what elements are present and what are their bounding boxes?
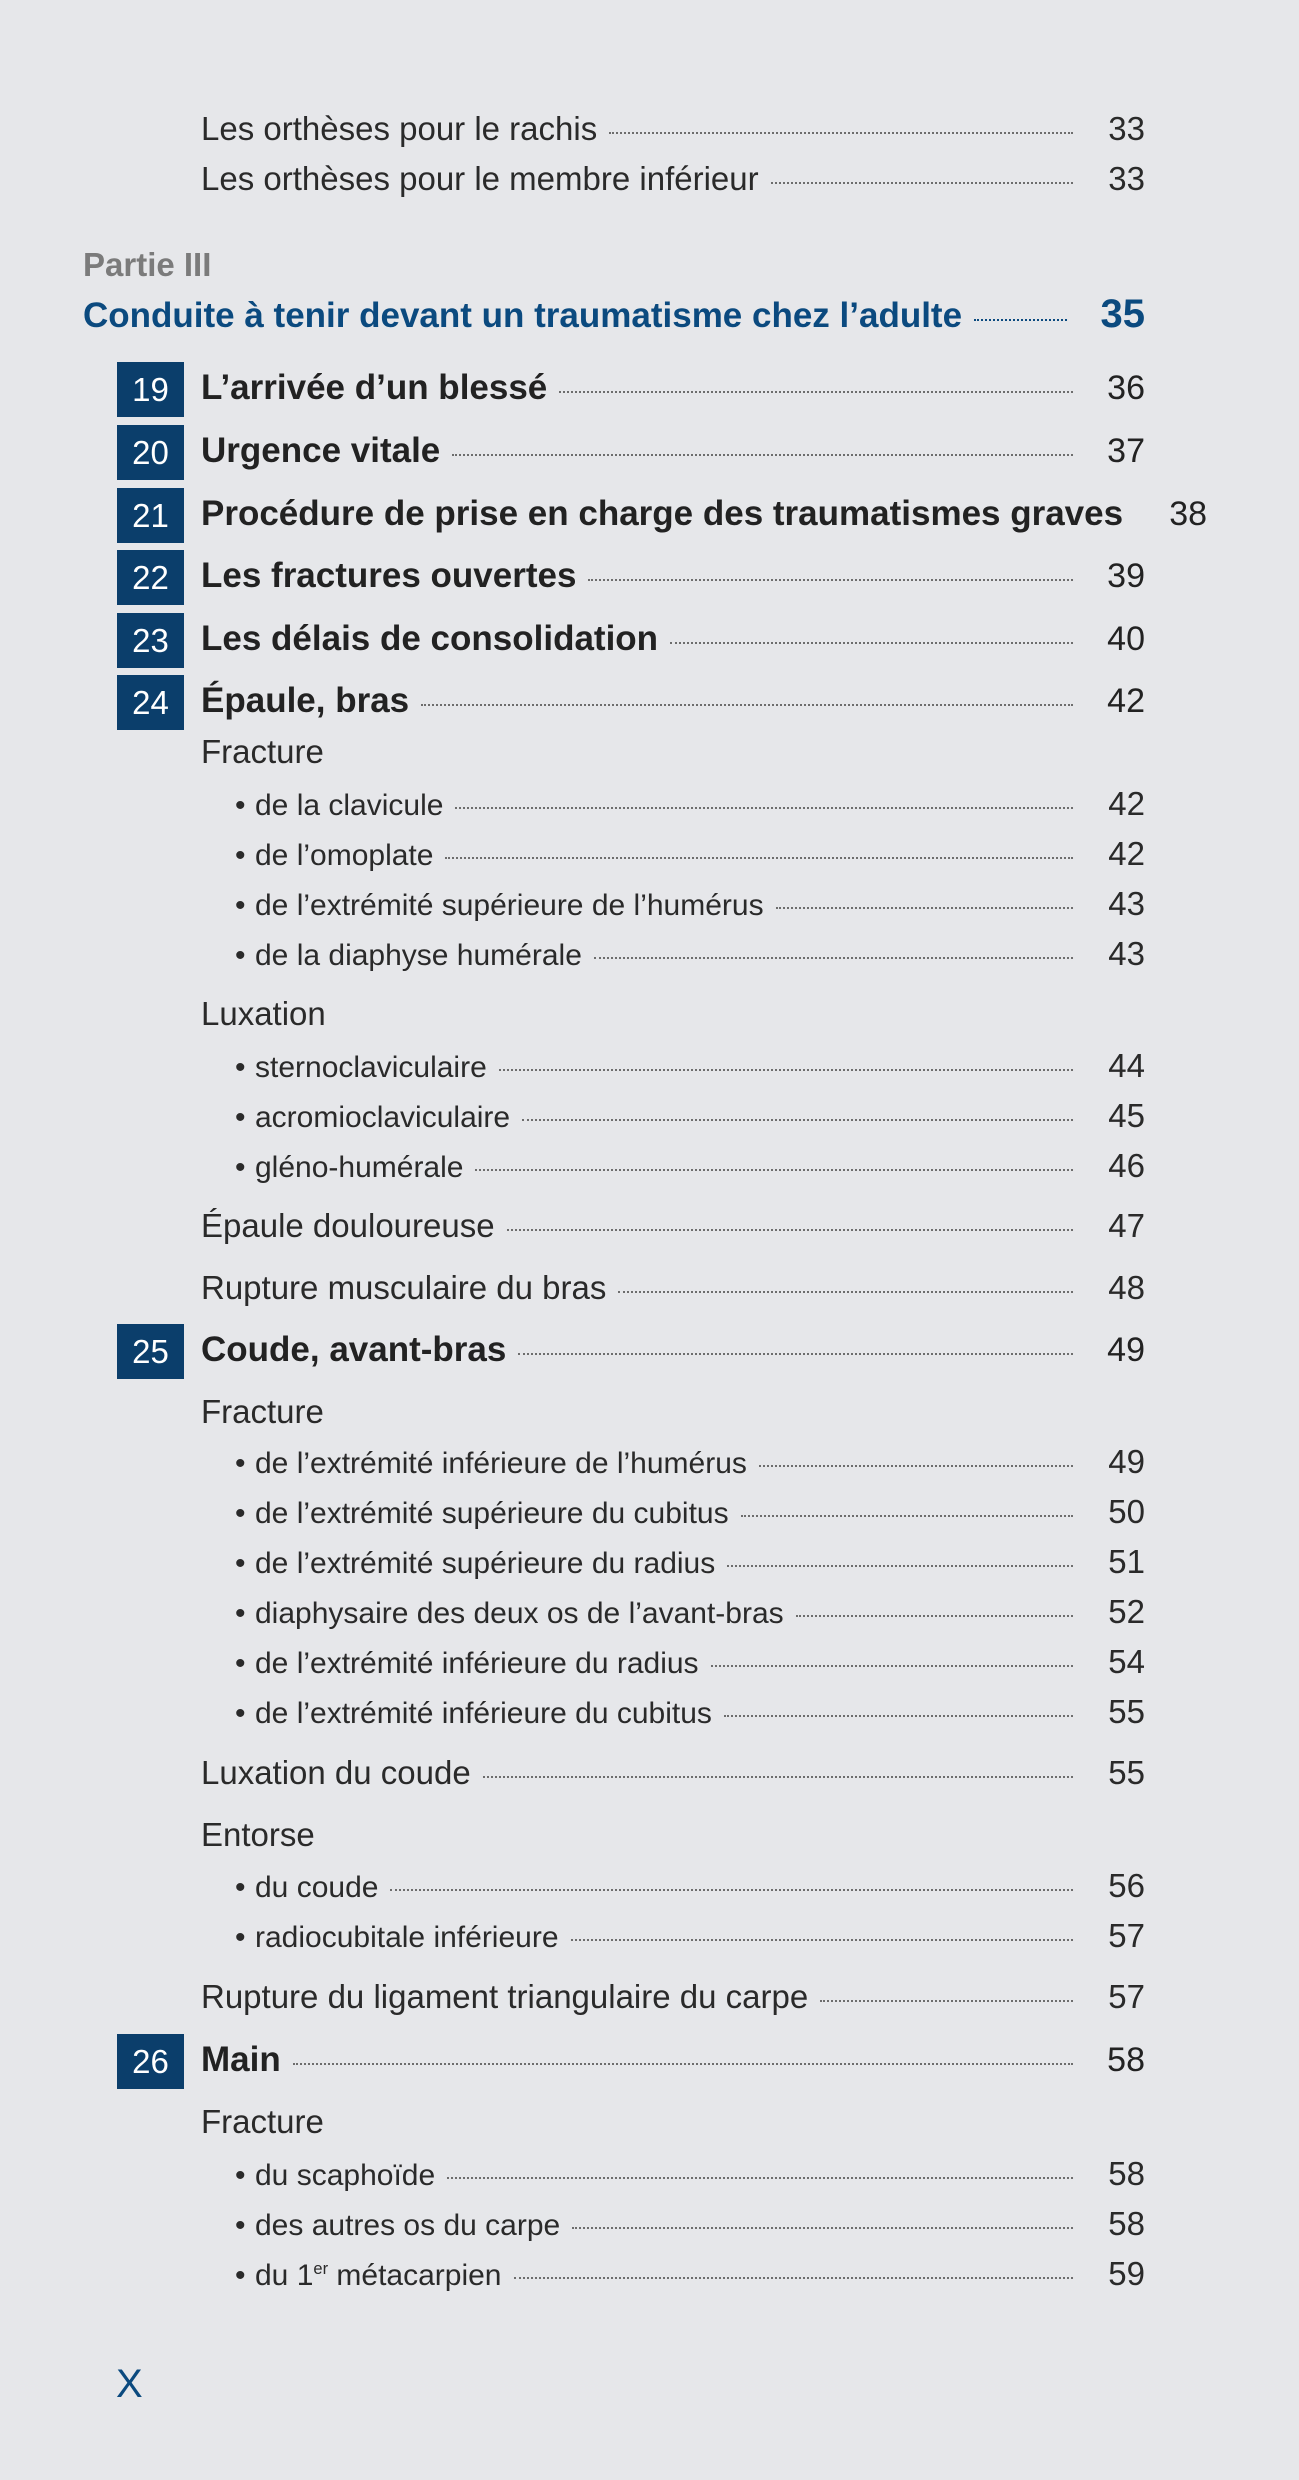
dot-leader bbox=[711, 1665, 1073, 1667]
chapter-page: 37 bbox=[1107, 432, 1145, 470]
chapter-page: 40 bbox=[1107, 620, 1145, 658]
sub-entry-title: • radiocubitale inférieure bbox=[235, 1921, 559, 1954]
dot-leader bbox=[390, 1889, 1073, 1891]
chapter-number-badge: 22 bbox=[117, 550, 184, 605]
bullet: • bbox=[235, 789, 246, 822]
chapter-page: 36 bbox=[1107, 369, 1145, 407]
page-folio: X bbox=[116, 2362, 143, 2406]
group-heading: Fracture bbox=[201, 733, 324, 770]
toc-sub-entry bbox=[235, 1493, 1145, 1531]
bullet: • bbox=[235, 1921, 246, 1954]
dot-leader bbox=[445, 857, 1073, 859]
sub-entry-title: • acromioclaviculaire bbox=[235, 1101, 511, 1134]
dot-leader bbox=[727, 1565, 1073, 1567]
sub-entry-title: • sternoclaviculaire bbox=[235, 1051, 487, 1084]
toc-sub-entry bbox=[235, 1917, 1145, 1955]
sub-entry-page: 55 bbox=[1108, 1693, 1145, 1730]
sub-entry-title: • de la diaphyse humérale bbox=[235, 939, 582, 972]
sub-entry-page: 44 bbox=[1108, 1047, 1145, 1084]
sub-entry-title: • diaphysaire des deux os de l’avant-bras bbox=[235, 1597, 784, 1630]
chapter-number-badge: 24 bbox=[117, 675, 184, 730]
superscript: er bbox=[313, 2260, 329, 2278]
bullet: • bbox=[235, 2259, 246, 2292]
dot-leader bbox=[483, 1776, 1073, 1778]
toc-sub-entry bbox=[235, 885, 1145, 923]
sub-entry-page: 42 bbox=[1108, 785, 1145, 822]
sub-entry-page: 57 bbox=[1108, 1917, 1145, 1954]
chapter-number-badge: 20 bbox=[117, 425, 184, 480]
sub-entry-title: • de l’extrémité inférieure du radius bbox=[235, 1647, 699, 1680]
dot-leader bbox=[507, 1229, 1073, 1231]
toc-sub-entry bbox=[235, 935, 1145, 973]
sub-entry-page: 58 bbox=[1108, 2155, 1145, 2192]
entry-page: 33 bbox=[1108, 110, 1145, 147]
chapter-entry bbox=[201, 619, 1145, 659]
bullet: • bbox=[235, 1547, 246, 1580]
sub-entry-title: • de l’extrémité inférieure du cubitus bbox=[235, 1697, 712, 1730]
bullet: • bbox=[235, 1871, 246, 1904]
chapter-title: L’arrivée d’un blessé bbox=[201, 368, 548, 407]
sub-entry-page: 56 bbox=[1108, 1867, 1145, 1904]
bullet: • bbox=[235, 1597, 246, 1630]
toc-sub-entry bbox=[235, 2205, 1145, 2243]
sub-entry-title: • de l’extrémité supérieure du cubitus bbox=[235, 1497, 729, 1530]
toc-sub-entry bbox=[235, 1543, 1145, 1581]
part-label: Partie III bbox=[83, 246, 212, 283]
chapter-page: 49 bbox=[1107, 1331, 1145, 1369]
bullet: • bbox=[235, 1101, 246, 1134]
sub-entry-page: 43 bbox=[1108, 885, 1145, 922]
sub-entry-title: • du coude bbox=[235, 1871, 379, 1904]
dot-leader bbox=[571, 1939, 1073, 1941]
entry-title: Rupture du ligament triangulaire du carpe bbox=[201, 1978, 809, 2015]
toc-sub-entry bbox=[235, 1593, 1145, 1631]
entry-page: 33 bbox=[1108, 160, 1145, 197]
dot-leader bbox=[974, 319, 1067, 321]
bullet: • bbox=[235, 1151, 246, 1184]
sub-entry-title: • de l’extrémité inférieure de l’humérus bbox=[235, 1447, 747, 1480]
chapter-title: Les fractures ouvertes bbox=[201, 556, 577, 595]
sub-entry-title: • des autres os du carpe bbox=[235, 2209, 561, 2242]
sub-entry-page: 42 bbox=[1108, 835, 1145, 872]
group-heading: Entorse bbox=[201, 1816, 315, 1853]
dot-leader bbox=[455, 807, 1073, 809]
bullet: • bbox=[235, 1051, 246, 1084]
toc-sub-entry bbox=[235, 835, 1145, 873]
sub-entry-page: 50 bbox=[1108, 1493, 1145, 1530]
toc-entry bbox=[201, 1269, 1145, 1307]
chapter-entry bbox=[201, 494, 1208, 534]
sub-entry-page: 46 bbox=[1108, 1147, 1145, 1184]
entry-page: 48 bbox=[1108, 1269, 1145, 1306]
chapter-page: 42 bbox=[1107, 682, 1145, 720]
dot-leader bbox=[447, 2177, 1073, 2179]
entry-page: 47 bbox=[1108, 1207, 1145, 1244]
sub-entry-page: 51 bbox=[1108, 1543, 1145, 1580]
sub-entry-page: 54 bbox=[1108, 1643, 1145, 1680]
chapter-page: 38 bbox=[1169, 495, 1208, 533]
bullet: • bbox=[235, 839, 246, 872]
entry-page: 55 bbox=[1108, 1754, 1145, 1791]
dot-leader bbox=[609, 132, 1073, 134]
chapter-title: Coude, avant-bras bbox=[201, 1330, 507, 1369]
part-page: 35 bbox=[1100, 292, 1145, 336]
toc-sub-entry bbox=[235, 1867, 1145, 1905]
dot-leader bbox=[759, 1465, 1073, 1467]
chapter-page: 58 bbox=[1107, 2041, 1145, 2079]
bullet: • bbox=[235, 1497, 246, 1530]
dot-leader bbox=[572, 2227, 1073, 2229]
sub-entry-title: • du 1er métacarpien bbox=[235, 2259, 502, 2292]
chapter-entry bbox=[201, 431, 1145, 471]
toc-entry bbox=[201, 1207, 1145, 1245]
sub-entry-title: • du scaphoïde bbox=[235, 2159, 436, 2192]
dot-leader bbox=[514, 2277, 1074, 2279]
group-heading: Luxation bbox=[201, 995, 326, 1032]
chapter-entry bbox=[201, 368, 1145, 408]
toc-entry bbox=[201, 160, 1145, 198]
sub-entry-page: 45 bbox=[1108, 1097, 1145, 1134]
chapter-number-badge: 21 bbox=[117, 488, 184, 543]
chapter-page: 39 bbox=[1107, 557, 1145, 595]
toc-entry bbox=[201, 110, 1145, 148]
toc-sub-entry bbox=[235, 1147, 1145, 1185]
dot-leader bbox=[670, 642, 1073, 644]
sub-entry-title: • de l’extrémité supérieure de l’humérus bbox=[235, 889, 764, 922]
toc-entry bbox=[201, 1754, 1145, 1792]
dot-leader bbox=[588, 579, 1073, 581]
toc-sub-entry bbox=[235, 1693, 1145, 1731]
sub-entry-title: • de l’extrémité supérieure du radius bbox=[235, 1547, 716, 1580]
dot-leader bbox=[475, 1169, 1073, 1171]
bullet: • bbox=[235, 1697, 246, 1730]
chapter-number-badge: 19 bbox=[117, 362, 184, 417]
entry-page: 57 bbox=[1108, 1978, 1145, 2015]
dot-leader bbox=[452, 454, 1073, 456]
toc-sub-entry bbox=[235, 1643, 1145, 1681]
chapter-title: Main bbox=[201, 2040, 281, 2079]
group-heading: Fracture bbox=[201, 1393, 324, 1430]
bullet: • bbox=[235, 2159, 246, 2192]
sub-entry-page: 58 bbox=[1108, 2205, 1145, 2242]
sub-entry-title: • gléno-humérale bbox=[235, 1151, 464, 1184]
chapter-number-badge: 25 bbox=[117, 1324, 184, 1379]
dot-leader bbox=[293, 2063, 1073, 2065]
dot-leader bbox=[559, 391, 1073, 393]
toc-sub-entry bbox=[235, 785, 1145, 823]
dot-leader bbox=[820, 2000, 1073, 2002]
toc-sub-entry bbox=[235, 1047, 1145, 1085]
entry-title: Les orthèses pour le rachis bbox=[201, 110, 598, 147]
entry-title: Rupture musculaire du bras bbox=[201, 1269, 607, 1306]
bullet: • bbox=[235, 1647, 246, 1680]
dot-leader bbox=[618, 1291, 1073, 1293]
chapter-number-badge: 23 bbox=[117, 613, 184, 668]
chapter-title: Épaule, bras bbox=[201, 681, 410, 720]
dot-leader bbox=[771, 182, 1073, 184]
dot-leader bbox=[724, 1715, 1073, 1717]
dot-leader bbox=[499, 1069, 1073, 1071]
dot-leader bbox=[518, 1353, 1073, 1355]
dot-leader bbox=[796, 1615, 1073, 1617]
entry-title: Épaule douloureuse bbox=[201, 1207, 495, 1244]
chapter-entry bbox=[201, 1330, 1145, 1370]
chapter-entry bbox=[201, 556, 1145, 596]
toc-sub-entry bbox=[235, 1097, 1145, 1135]
group-heading: Fracture bbox=[201, 2103, 324, 2140]
toc-sub-entry bbox=[235, 1443, 1145, 1481]
dot-leader bbox=[421, 704, 1073, 706]
sub-entry-page: 52 bbox=[1108, 1593, 1145, 1630]
bullet: • bbox=[235, 2209, 246, 2242]
sub-entry-title: • de l’omoplate bbox=[235, 839, 434, 872]
sub-entry-page: 43 bbox=[1108, 935, 1145, 972]
dot-leader bbox=[741, 1515, 1073, 1517]
toc-entry bbox=[201, 1978, 1145, 2016]
toc-sub-entry bbox=[235, 2155, 1145, 2193]
part-title: Conduite à tenir devant un traumatisme chez l’adulte bbox=[83, 296, 963, 335]
entry-title: Les orthèses pour le membre inférieur bbox=[201, 160, 759, 197]
dot-leader bbox=[594, 957, 1073, 959]
chapter-entry bbox=[201, 2040, 1145, 2080]
dot-leader bbox=[522, 1119, 1073, 1121]
part-title-row bbox=[83, 292, 1145, 337]
chapter-number-badge: 26 bbox=[117, 2034, 184, 2089]
chapter-title: Procédure de prise en charge des traumatismes graves bbox=[201, 494, 1124, 533]
dot-leader bbox=[776, 907, 1073, 909]
chapter-title: Urgence vitale bbox=[201, 431, 441, 470]
bullet: • bbox=[235, 889, 246, 922]
sub-entry-page: 59 bbox=[1108, 2255, 1145, 2292]
chapter-title: Les délais de consolidation bbox=[201, 619, 659, 658]
toc-sub-entry bbox=[235, 2255, 1145, 2293]
entry-title: Luxation du coude bbox=[201, 1754, 471, 1791]
chapter-entry bbox=[201, 681, 1145, 721]
bullet: • bbox=[235, 939, 246, 972]
bullet: • bbox=[235, 1447, 246, 1480]
sub-entry-title: • de la clavicule bbox=[235, 789, 444, 822]
sub-entry-page: 49 bbox=[1108, 1443, 1145, 1480]
